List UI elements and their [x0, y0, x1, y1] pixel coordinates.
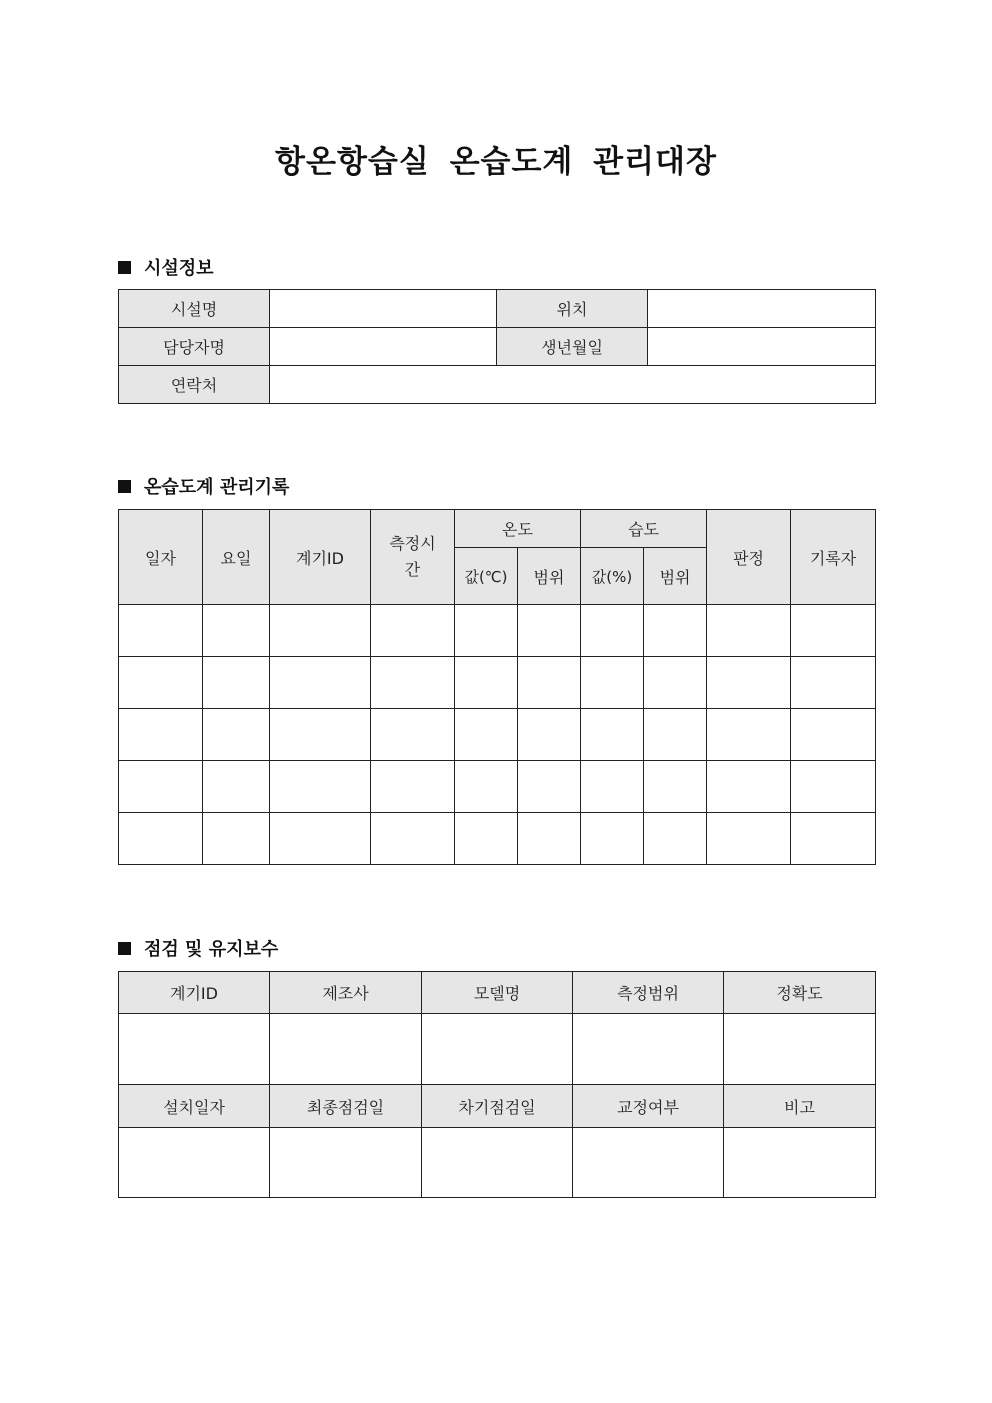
measure-time-header: 측정시간 [371, 510, 455, 605]
maintenance-header: 측정범위 [573, 972, 724, 1014]
record-cell[interactable] [581, 761, 644, 813]
record-cell[interactable] [518, 761, 581, 813]
humidity-header: 습도 [581, 510, 707, 548]
record-cell[interactable] [270, 605, 371, 657]
meter-id-header: 계기ID [270, 510, 371, 605]
record-cell[interactable] [791, 657, 876, 709]
maintenance-cell[interactable] [573, 1014, 724, 1085]
weekday-header: 요일 [203, 510, 270, 605]
maintenance-header: 비고 [724, 1085, 876, 1128]
maintenance-header: 설치일자 [119, 1085, 270, 1128]
maintenance-heading-text: 점검 및 유지보수 [144, 939, 279, 960]
facility-heading-text: 시설정보 [144, 258, 214, 279]
record-cell[interactable] [119, 709, 203, 761]
contact-label: 연락처 [119, 366, 270, 404]
maintenance-header: 모델명 [422, 972, 573, 1014]
temperature-header: 온도 [455, 510, 581, 548]
facility-section-heading [118, 254, 214, 280]
facility-name-label: 시설명 [119, 290, 270, 328]
record-cell[interactable] [203, 709, 270, 761]
record-cell[interactable] [581, 657, 644, 709]
records-section-heading [118, 473, 289, 499]
maintenance-header: 차기점검일 [422, 1085, 573, 1128]
facility-name-field[interactable] [270, 290, 497, 328]
maintenance-cell[interactable] [270, 1128, 422, 1198]
record-cell[interactable] [644, 657, 707, 709]
record-cell[interactable] [518, 657, 581, 709]
record-cell[interactable] [581, 709, 644, 761]
record-cell[interactable] [455, 605, 518, 657]
record-cell[interactable] [707, 813, 791, 865]
recorder-header: 기록자 [791, 510, 876, 605]
record-cell[interactable] [455, 709, 518, 761]
record-cell[interactable] [371, 761, 455, 813]
maintenance-header: 최종점검일 [270, 1085, 422, 1128]
record-cell[interactable] [371, 657, 455, 709]
temp-range-header: 범위 [518, 548, 581, 605]
record-cell[interactable] [707, 761, 791, 813]
facility-info-table [118, 289, 876, 404]
maintenance-table [118, 971, 876, 1198]
birthdate-label: 생년월일 [497, 328, 648, 366]
record-cell[interactable] [203, 813, 270, 865]
record-cell[interactable] [270, 709, 371, 761]
record-row [119, 813, 876, 865]
record-cell[interactable] [119, 657, 203, 709]
record-cell[interactable] [644, 761, 707, 813]
record-row [119, 605, 876, 657]
record-cell[interactable] [119, 761, 203, 813]
record-cell[interactable] [518, 605, 581, 657]
record-cell[interactable] [644, 813, 707, 865]
record-cell[interactable] [791, 813, 876, 865]
manager-name-label: 담당자명 [119, 328, 270, 366]
maintenance-cell[interactable] [422, 1014, 573, 1085]
record-cell[interactable] [119, 813, 203, 865]
square-bullet-icon [118, 261, 131, 274]
record-cell[interactable] [791, 709, 876, 761]
judgement-header: 판정 [707, 510, 791, 605]
records-table [118, 509, 876, 865]
record-cell[interactable] [270, 657, 371, 709]
record-cell[interactable] [270, 761, 371, 813]
record-cell[interactable] [371, 709, 455, 761]
record-cell[interactable] [371, 605, 455, 657]
maintenance-header: 교정여부 [573, 1085, 724, 1128]
record-cell[interactable] [707, 709, 791, 761]
record-cell[interactable] [791, 761, 876, 813]
record-cell[interactable] [518, 709, 581, 761]
contact-field[interactable] [270, 366, 876, 404]
record-cell[interactable] [518, 813, 581, 865]
hum-range-header: 범위 [644, 548, 707, 605]
record-cell[interactable] [455, 761, 518, 813]
record-row [119, 709, 876, 761]
maintenance-cell[interactable] [573, 1128, 724, 1198]
record-cell[interactable] [203, 761, 270, 813]
location-field[interactable] [648, 290, 876, 328]
hum-value-header: 값(%) [581, 548, 644, 605]
record-cell[interactable] [203, 657, 270, 709]
maintenance-cell[interactable] [270, 1014, 422, 1085]
maintenance-header: 제조사 [270, 972, 422, 1014]
maintenance-cell[interactable] [724, 1014, 876, 1085]
maintenance-cell[interactable] [724, 1128, 876, 1198]
square-bullet-icon [118, 942, 131, 955]
page-title: 항온항습실 온습도계 관리대장 [275, 144, 717, 180]
birthdate-field[interactable] [648, 328, 876, 366]
square-bullet-icon [118, 480, 131, 493]
maintenance-section-heading [118, 935, 278, 961]
record-cell[interactable] [644, 605, 707, 657]
record-cell[interactable] [371, 813, 455, 865]
record-row [119, 657, 876, 709]
maintenance-header: 정확도 [724, 972, 876, 1014]
record-cell[interactable] [707, 657, 791, 709]
date-header: 일자 [119, 510, 203, 605]
records-heading-text: 온습도계 관리기록 [144, 477, 290, 498]
maintenance-cell[interactable] [119, 1128, 270, 1198]
record-cell[interactable] [581, 605, 644, 657]
manager-name-field[interactable] [270, 328, 497, 366]
record-cell[interactable] [119, 605, 203, 657]
temp-value-header: 값(℃) [455, 548, 518, 605]
record-cell[interactable] [791, 605, 876, 657]
maintenance-cell[interactable] [422, 1128, 573, 1198]
record-cell[interactable] [707, 605, 791, 657]
record-cell[interactable] [270, 813, 371, 865]
record-cell[interactable] [644, 709, 707, 761]
record-cell[interactable] [455, 657, 518, 709]
maintenance-cell[interactable] [119, 1014, 270, 1085]
record-cell[interactable] [203, 605, 270, 657]
location-label: 위치 [497, 290, 648, 328]
maintenance-header: 계기ID [119, 972, 270, 1014]
record-row [119, 761, 876, 813]
record-cell[interactable] [455, 813, 518, 865]
record-cell[interactable] [581, 813, 644, 865]
